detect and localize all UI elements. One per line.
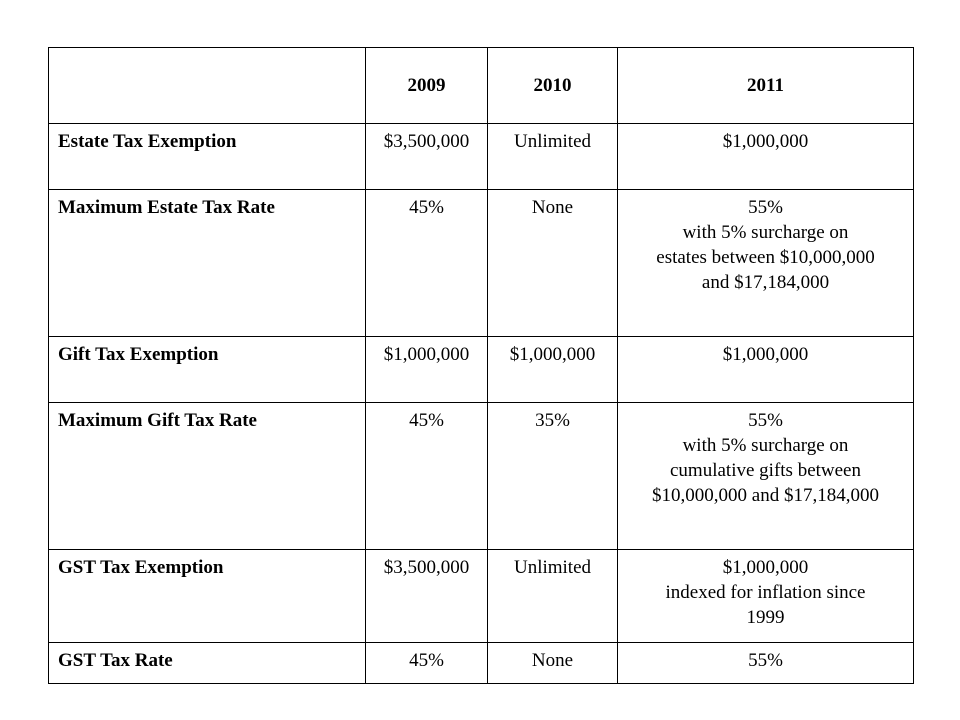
row-label: Maximum Estate Tax Rate: [49, 190, 366, 337]
cell-line: estates between $10,000,000: [656, 247, 875, 268]
table-row: [49, 124, 914, 190]
cell-2009: $3,500,000: [366, 550, 488, 643]
cell-line: indexed for inflation since: [665, 582, 866, 603]
cell-line: 55%: [748, 410, 783, 431]
cell-line: with 5% surcharge on: [682, 435, 849, 456]
tax-comparison-table: [48, 47, 914, 684]
header-year-2010: 2010: [488, 48, 618, 124]
table-header-row: [49, 48, 914, 124]
cell-line: with 5% surcharge on: [682, 222, 849, 243]
row-label: Gift Tax Exemption: [49, 337, 366, 403]
cell-2011: [618, 124, 914, 190]
cell-line: 55%: [748, 650, 783, 671]
table-row: [49, 550, 914, 643]
row-label: Estate Tax Exemption: [49, 124, 366, 190]
cell-2009: 45%: [366, 403, 488, 550]
table-row: [49, 643, 914, 684]
cell-2009: $3,500,000: [366, 124, 488, 190]
row-label: GST Tax Exemption: [49, 550, 366, 643]
cell-2010: Unlimited: [488, 550, 618, 643]
table-row: [49, 403, 914, 550]
cell-2011: [618, 643, 914, 684]
cell-line: 1999: [746, 607, 785, 628]
header-year-2011: 2011: [618, 48, 914, 124]
cell-line: cumulative gifts between: [670, 460, 861, 481]
table-row: [49, 190, 914, 337]
cell-line: and $17,184,000: [701, 272, 830, 293]
cell-line: $1,000,000: [722, 344, 809, 365]
table-row: [49, 337, 914, 403]
cell-2009: 45%: [366, 190, 488, 337]
header-year-2009: 2009: [366, 48, 488, 124]
cell-line: $10,000,000 and $17,184,000: [652, 485, 879, 506]
cell-2011: [618, 337, 914, 403]
cell-2010: None: [488, 643, 618, 684]
cell-2010: 35%: [488, 403, 618, 550]
row-label: GST Tax Rate: [49, 643, 366, 684]
cell-2009: 45%: [366, 643, 488, 684]
cell-2011: [618, 550, 914, 643]
header-corner-cell: [49, 48, 366, 124]
cell-2011: [618, 190, 914, 337]
cell-2010: Unlimited: [488, 124, 618, 190]
cell-line: $1,000,000: [722, 557, 809, 578]
cell-2011: [618, 403, 914, 550]
cell-2010: None: [488, 190, 618, 337]
cell-line: $1,000,000: [722, 131, 809, 152]
cell-2009: $1,000,000: [366, 337, 488, 403]
row-label: Maximum Gift Tax Rate: [49, 403, 366, 550]
cell-line: 55%: [748, 197, 783, 218]
cell-2010: $1,000,000: [488, 337, 618, 403]
